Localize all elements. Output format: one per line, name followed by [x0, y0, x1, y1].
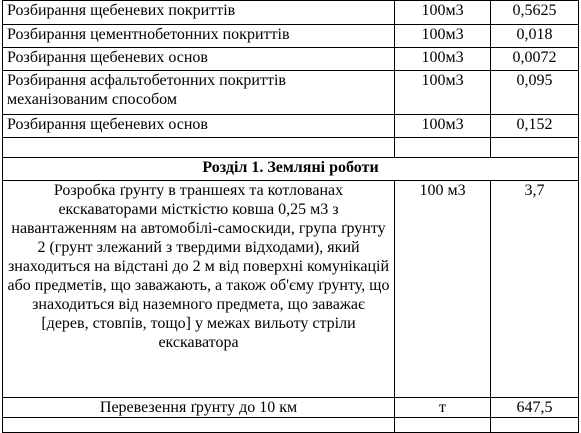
quantity-cell: 3,7: [491, 181, 579, 398]
empty-row: [3, 138, 579, 158]
quantity-cell: 0,152: [491, 115, 579, 138]
quantity-cell: 0,0072: [491, 48, 579, 71]
work-name-cell: Розбирання асфальтобетонних покриттів механізованим способом: [3, 71, 395, 115]
quantity-cell: 647,5: [491, 398, 579, 418]
empty-cell: [395, 138, 491, 158]
work-name-cell: Розбирання щебеневих покриттів: [3, 1, 395, 25]
unit-cell: 100 м3: [395, 181, 491, 398]
empty-cell: [395, 418, 491, 433]
unit-cell: 100м3: [395, 1, 491, 25]
quantity-cell: 0,5625: [491, 1, 579, 25]
unit-cell: 100м3: [395, 115, 491, 138]
empty-row: [3, 418, 579, 433]
quantity-cell: 0,095: [491, 71, 579, 115]
work-name-cell: Розробка ґрунту в траншеях та котлованах екскаваторами місткістю ковша 0,25 м3 з навантаженням на автомобілі-самоскиди, група ґрунту 2 (грунт злежаний з твердими відходами), який знаходиться на відстані до 2 м від поверхні комунікацій або предметів, що заважають, а також об'єму ґрунту, що знаходиться від наземного предмета, що заважає [дерев, стовпів, тощо] у межах вильоту стріли екскаватора: [3, 181, 395, 398]
table-row: [3, 398, 579, 418]
unit-cell: 100м3: [395, 71, 491, 115]
empty-cell: [3, 418, 395, 433]
unit-cell: 100м3: [395, 25, 491, 48]
table-row: [3, 48, 579, 71]
table-row: [3, 25, 579, 48]
work-name-cell: Розбирання цементнобетонних покриттів: [3, 25, 395, 48]
unit-cell: т: [395, 398, 491, 418]
quantity-cell: 0,018: [491, 25, 579, 48]
work-name-cell: Розбирання щебеневих основ: [3, 48, 395, 71]
table-row: [3, 71, 579, 115]
table-row: [3, 1, 579, 25]
work-name-cell: Перевезення ґрунту до 10 км: [3, 398, 395, 418]
empty-cell: [491, 418, 579, 433]
empty-cell: [491, 138, 579, 158]
section-header-row: [3, 158, 579, 181]
table-row: [3, 181, 579, 398]
empty-cell: [3, 138, 395, 158]
estimate-table: [2, 0, 579, 433]
unit-cell: 100м3: [395, 48, 491, 71]
section-title: Розділ 1. Земляні роботи: [3, 158, 579, 181]
work-name-cell: Розбирання щебеневих основ: [3, 115, 395, 138]
table-row: [3, 115, 579, 138]
